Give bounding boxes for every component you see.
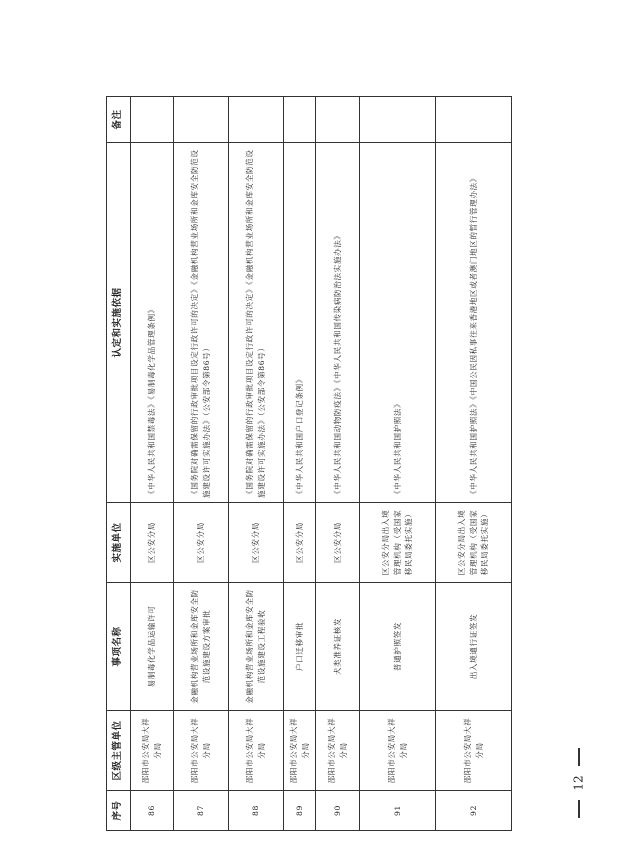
table-row xyxy=(174,97,229,831)
cell-note xyxy=(316,97,360,143)
page-number xyxy=(569,735,589,830)
table-row xyxy=(436,97,512,831)
cell-unit: 区公安分局 xyxy=(174,503,229,583)
cell-unit: 区公安分局出入境管理机构（受国家移民局委托实施） xyxy=(436,503,512,583)
column-header: 区级主管单位 xyxy=(107,711,131,791)
cell-no: 90 xyxy=(316,791,360,831)
cell-no: 89 xyxy=(284,791,316,831)
cell-dept: 邵阳市公安局大祥分局 xyxy=(316,711,360,791)
cell-dept: 邵阳市公安局大祥分局 xyxy=(360,711,436,791)
column-header: 实施单位 xyxy=(107,503,131,583)
cell-item: 普通护照签发 xyxy=(360,583,436,711)
cell-basis: 《中华人民共和国护照法》《中国公民因私事往来香港地区或者澳门地区的暂行管理办法》 xyxy=(436,143,512,503)
cell-no: 87 xyxy=(174,791,229,831)
cell-unit: 区公安分局 xyxy=(131,503,174,583)
cell-item: 户口迁移审批 xyxy=(284,583,316,711)
table-row xyxy=(131,97,174,831)
cell-unit: 区公安分局 xyxy=(316,503,360,583)
cell-basis: 《中华人民共和国动物防疫法》《中华人民共和国传染病防治法实施办法》 xyxy=(316,143,360,503)
cell-note xyxy=(360,97,436,143)
cell-item: 犬类准养证核发 xyxy=(316,583,360,711)
column-header: 认定和实施依据 xyxy=(107,143,131,503)
table-row xyxy=(360,97,436,831)
cell-basis: 《国务院对确需保留的行政审批项目设定行政许可的决定》《金融机构营业场所和金库安全防范设施建设许可实施办法》（公安部令第86号） xyxy=(174,143,229,503)
table-row xyxy=(284,97,316,831)
table-row xyxy=(316,97,360,831)
cell-item: 易制毒化学品运输许可 xyxy=(131,583,174,711)
cell-no: 88 xyxy=(229,791,284,831)
page-number-left-dash xyxy=(578,748,579,766)
cell-basis: 《国务院对确需保留的行政审批项目设定行政许可的决定》《金融机构营业场所和金库安全防范设施建设许可实施办法》（公安部令第86号） xyxy=(229,143,284,503)
column-header: 序号 xyxy=(107,791,131,831)
cell-note xyxy=(131,97,174,143)
cell-dept: 邵阳市公安局大祥分局 xyxy=(284,711,316,791)
cell-item: 金融机构营业场所和金库安全防范设施建设方案审批 xyxy=(174,583,229,711)
cell-basis: 《中华人民共和国禁毒法》《易制毒化学品管理条例》 xyxy=(131,143,174,503)
table-header-row xyxy=(107,97,131,831)
table-layer xyxy=(106,97,490,831)
page-number-right-dash xyxy=(578,800,579,818)
cell-dept: 邵阳市公安局大祥分局 xyxy=(229,711,284,791)
column-header: 事项名称 xyxy=(107,583,131,711)
cell-item: 出入境通行证签发 xyxy=(436,583,512,711)
cell-unit: 区公安分局 xyxy=(284,503,316,583)
column-header: 备注 xyxy=(107,97,131,143)
cell-basis: 《中华人民共和国户口登记条例》 xyxy=(284,143,316,503)
cell-note xyxy=(229,97,284,143)
page-number-text: 12 xyxy=(572,774,586,791)
cell-item: 金融机构营业场所和金库安全防范设施建设工程验收 xyxy=(229,583,284,711)
cell-dept: 邵阳市公安局大祥分局 xyxy=(436,711,512,791)
cell-no: 92 xyxy=(436,791,512,831)
cell-note xyxy=(284,97,316,143)
table-row xyxy=(229,97,284,831)
cell-basis: 《中华人民共和国护照法》 xyxy=(360,143,436,503)
cell-dept: 邵阳市公安局大祥分局 xyxy=(174,711,229,791)
data-table xyxy=(106,96,512,831)
cell-note xyxy=(436,97,512,143)
cell-dept: 邵阳市公安局大祥分局 xyxy=(131,711,174,791)
cell-no: 86 xyxy=(131,791,174,831)
cell-note xyxy=(174,97,229,143)
cell-unit: 区公安分局出入境管理机构（受国家移民局委托实施） xyxy=(360,503,436,583)
cell-no: 91 xyxy=(360,791,436,831)
cell-unit: 区公安分局 xyxy=(229,503,284,583)
